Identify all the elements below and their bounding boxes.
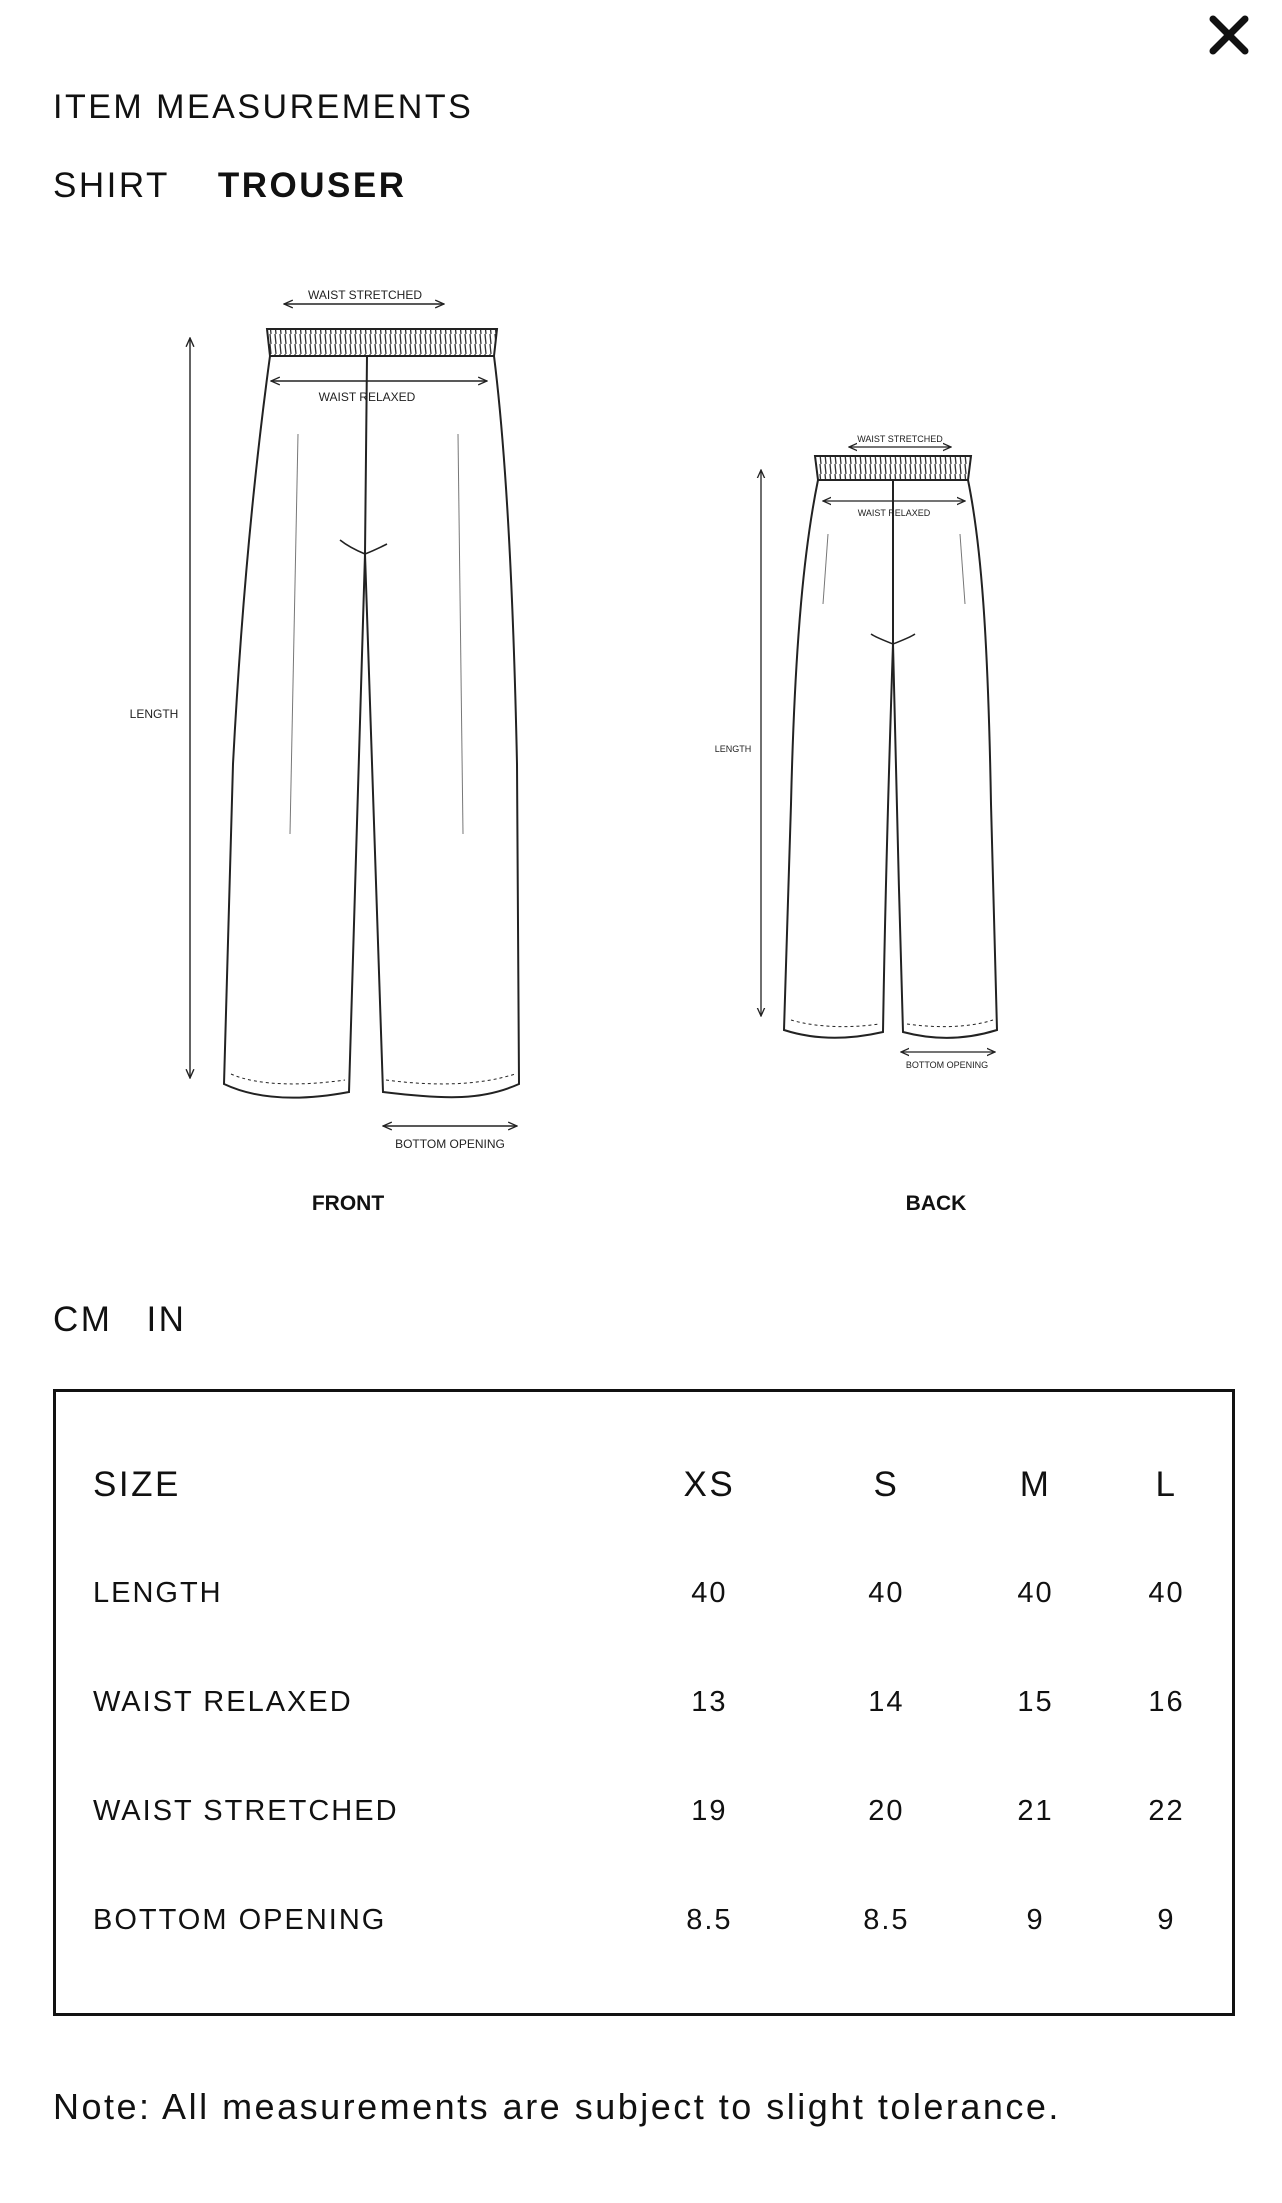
tab-shirt[interactable]: SHIRT bbox=[53, 166, 170, 205]
page-title: ITEM MEASUREMENTS bbox=[53, 88, 474, 126]
table-cell: 40 bbox=[691, 1577, 728, 1609]
back-view bbox=[761, 447, 997, 1052]
trouser-measurement-illustration bbox=[53, 244, 1229, 1224]
tab-in[interactable]: IN bbox=[146, 1300, 187, 1339]
tab-trouser[interactable]: TROUSER bbox=[217, 166, 407, 205]
trouser-diagram bbox=[53, 244, 1229, 1224]
header-m: M bbox=[1019, 1464, 1052, 1504]
back-waist-stretched-label: WAIST STRETCHED bbox=[857, 434, 943, 444]
table-cell: 15 bbox=[1017, 1686, 1054, 1718]
row-label: WAIST RELAXED bbox=[93, 1686, 353, 1718]
garment-tabs bbox=[53, 166, 407, 206]
header-xs: XS bbox=[683, 1464, 736, 1504]
table-cell: 16 bbox=[1148, 1686, 1185, 1718]
table-row bbox=[56, 1866, 1232, 1975]
front-waist-stretched-label: WAIST STRETCHED bbox=[307, 288, 423, 302]
table-cell: 40 bbox=[1017, 1577, 1054, 1609]
row-label: WAIST STRETCHED bbox=[93, 1795, 399, 1827]
header-size: SIZE bbox=[93, 1464, 181, 1504]
table-cell: 40 bbox=[868, 1577, 905, 1609]
close-icon bbox=[1209, 15, 1249, 55]
table-cell: 13 bbox=[691, 1686, 728, 1718]
back-waistband bbox=[815, 456, 971, 480]
header-l: L bbox=[1155, 1464, 1178, 1504]
back-right-leg bbox=[893, 480, 997, 1038]
front-caption: FRONT bbox=[311, 1192, 385, 1215]
table-row bbox=[56, 1648, 1232, 1757]
table-cell: 21 bbox=[1017, 1795, 1054, 1827]
row-label: BOTTOM OPENING bbox=[93, 1904, 387, 1936]
table-row bbox=[56, 1539, 1232, 1648]
row-label: LENGTH bbox=[93, 1577, 223, 1609]
front-left-leg bbox=[224, 356, 367, 1098]
table-cell: 20 bbox=[868, 1795, 905, 1827]
back-bottom-opening-label: BOTTOM OPENING bbox=[905, 1060, 989, 1070]
front-length-label: LENGTH bbox=[129, 707, 179, 721]
table-cell: 8.5 bbox=[686, 1904, 733, 1936]
front-bottom-opening-label: BOTTOM OPENING bbox=[395, 1137, 505, 1151]
table-row bbox=[56, 1757, 1232, 1866]
back-waist-relaxed-label: WAIST RELAXED bbox=[857, 508, 931, 518]
back-left-leg bbox=[784, 480, 893, 1038]
unit-tabs bbox=[53, 1300, 186, 1340]
back-length-label: LENGTH bbox=[714, 744, 752, 754]
table-cell: 22 bbox=[1148, 1795, 1185, 1827]
front-waistband bbox=[267, 329, 497, 356]
header-s: S bbox=[873, 1464, 900, 1504]
tolerance-note: Note: All measurements are subject to slight tolerance. bbox=[53, 2086, 1061, 2127]
table-cell: 9 bbox=[1026, 1904, 1045, 1936]
table-cell: 8.5 bbox=[863, 1904, 910, 1936]
front-view bbox=[190, 304, 519, 1126]
tab-cm[interactable]: CM bbox=[53, 1300, 113, 1339]
size-chart-table bbox=[53, 1389, 1235, 2016]
table-header-row bbox=[56, 1430, 1232, 1539]
table-cell: 19 bbox=[691, 1795, 728, 1827]
table-cell: 14 bbox=[868, 1686, 905, 1718]
close-button[interactable] bbox=[1200, 6, 1258, 64]
front-right-leg bbox=[365, 356, 519, 1097]
table-cell: 40 bbox=[1148, 1577, 1185, 1609]
front-waist-relaxed-label: WAIST RELAXED bbox=[318, 390, 416, 404]
back-caption: BACK bbox=[905, 1192, 967, 1215]
table-cell: 9 bbox=[1157, 1904, 1176, 1936]
